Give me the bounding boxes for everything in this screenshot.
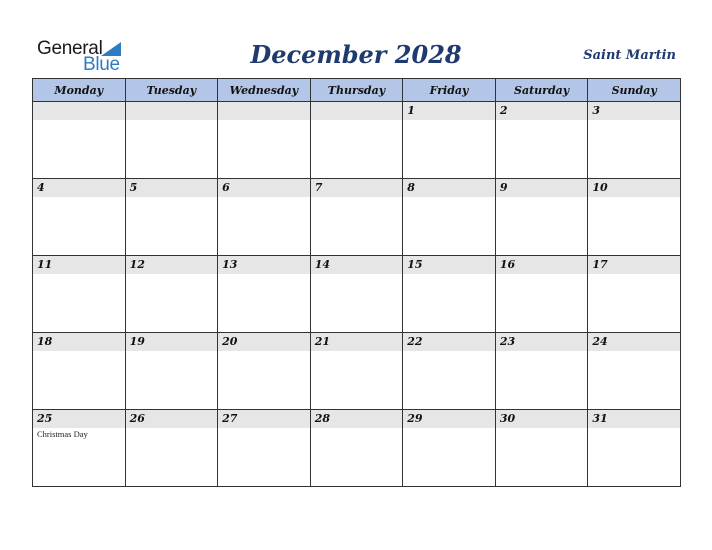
logo-text-general: General — [37, 38, 103, 59]
calendar-title: December 2028 — [250, 40, 462, 69]
day-number: 26 — [126, 410, 218, 428]
day-cell[interactable] — [403, 410, 496, 487]
day-cell[interactable] — [403, 256, 496, 333]
day-cell[interactable] — [218, 256, 311, 333]
day-cell[interactable] — [310, 256, 403, 333]
day-cell[interactable] — [495, 256, 588, 333]
day-cell[interactable] — [403, 179, 496, 256]
day-cell[interactable] — [310, 410, 403, 487]
day-cell[interactable] — [310, 179, 403, 256]
day-cell[interactable] — [495, 102, 588, 179]
holiday-label: Christmas Day — [37, 429, 88, 439]
day-number: 16 — [496, 256, 588, 274]
day-cell[interactable] — [588, 256, 681, 333]
day-number: 2 — [496, 102, 588, 120]
day-cell[interactable] — [588, 333, 681, 410]
day-number: 1 — [403, 102, 495, 120]
day-number: 19 — [126, 333, 218, 351]
day-cell[interactable] — [125, 256, 218, 333]
day-cell[interactable] — [218, 102, 311, 179]
day-number: 7 — [311, 179, 403, 197]
day-cell[interactable] — [495, 410, 588, 487]
logo-text-blue: Blue — [83, 54, 120, 75]
region-name: Saint Martin — [583, 48, 676, 63]
day-number: 20 — [218, 333, 310, 351]
day-number: 18 — [33, 333, 125, 351]
day-number: 8 — [403, 179, 495, 197]
day-number: 15 — [403, 256, 495, 274]
day-number: 17 — [588, 256, 680, 274]
day-number: 23 — [496, 333, 588, 351]
weekday-header: Wednesday — [218, 79, 311, 102]
day-number: 21 — [311, 333, 403, 351]
weekday-header: Saturday — [495, 79, 588, 102]
day-cell[interactable] — [218, 333, 311, 410]
weekday-header: Sunday — [588, 79, 681, 102]
day-cell[interactable] — [33, 333, 126, 410]
day-cell[interactable] — [33, 410, 126, 487]
day-cell[interactable] — [125, 410, 218, 487]
day-number: 4 — [33, 179, 125, 197]
day-cell[interactable] — [495, 179, 588, 256]
day-number — [126, 102, 218, 120]
day-cell[interactable] — [588, 179, 681, 256]
day-number: 13 — [218, 256, 310, 274]
day-number: 12 — [126, 256, 218, 274]
day-number: 29 — [403, 410, 495, 428]
day-cell[interactable] — [125, 333, 218, 410]
weekday-header-row — [33, 79, 681, 102]
day-number: 6 — [218, 179, 310, 197]
week-row — [33, 179, 681, 256]
day-cell[interactable] — [495, 333, 588, 410]
day-cell[interactable] — [310, 333, 403, 410]
day-number: 3 — [588, 102, 680, 120]
day-number — [311, 102, 403, 120]
day-cell[interactable] — [125, 179, 218, 256]
week-row — [33, 410, 681, 487]
weekday-header: Thursday — [310, 79, 403, 102]
day-number: 28 — [311, 410, 403, 428]
day-number: 5 — [126, 179, 218, 197]
day-cell[interactable] — [403, 333, 496, 410]
day-number: 9 — [496, 179, 588, 197]
day-number: 22 — [403, 333, 495, 351]
day-cell[interactable] — [33, 102, 126, 179]
day-cell[interactable] — [310, 102, 403, 179]
day-number: 27 — [218, 410, 310, 428]
day-number: 14 — [311, 256, 403, 274]
calendar-grid — [32, 78, 681, 487]
weekday-header: Tuesday — [125, 79, 218, 102]
day-cell[interactable] — [403, 102, 496, 179]
day-number: 11 — [33, 256, 125, 274]
weekday-header: Monday — [33, 79, 126, 102]
day-number: 10 — [588, 179, 680, 197]
day-number — [218, 102, 310, 120]
day-number — [33, 102, 125, 120]
day-cell[interactable] — [33, 256, 126, 333]
day-number: 31 — [588, 410, 680, 428]
day-cell[interactable] — [33, 179, 126, 256]
day-cell[interactable] — [588, 102, 681, 179]
day-cell[interactable] — [588, 410, 681, 487]
week-row — [33, 102, 681, 179]
day-cell[interactable] — [218, 410, 311, 487]
day-number: 30 — [496, 410, 588, 428]
week-row — [33, 333, 681, 410]
week-row — [33, 256, 681, 333]
day-number: 25 — [33, 410, 125, 428]
day-number: 24 — [588, 333, 680, 351]
day-cell[interactable] — [125, 102, 218, 179]
day-cell[interactable] — [218, 179, 311, 256]
weekday-header: Friday — [403, 79, 496, 102]
